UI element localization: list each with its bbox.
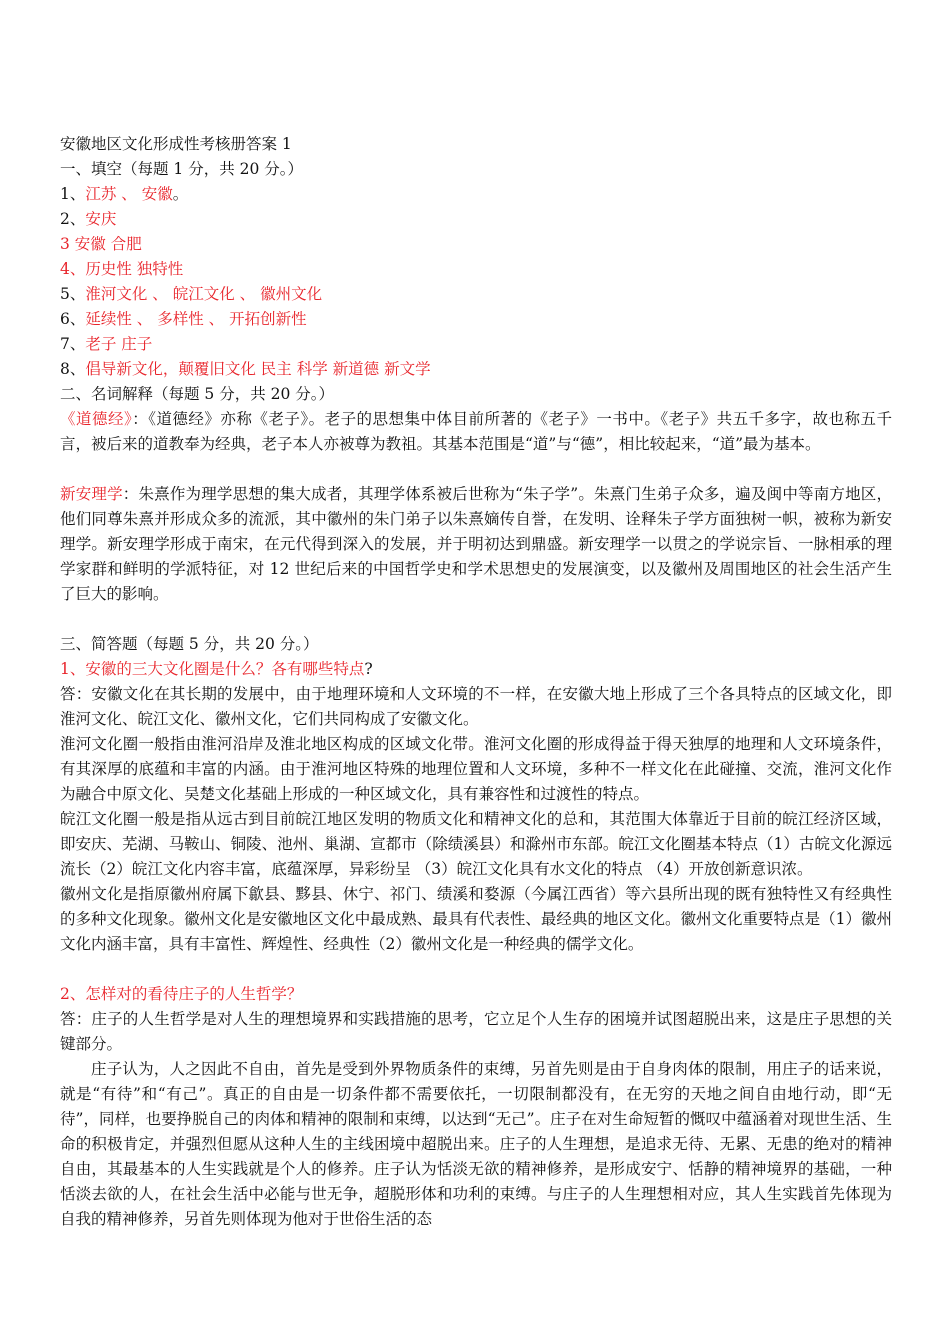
fill-answer-6: 6、延续性 、 多样性 、 开拓创新性 [60, 310, 307, 328]
answer-text: 历史性 独特性 [85, 260, 184, 278]
answer-text: 老子 庄子 [85, 335, 153, 353]
fill-answer-8: 8、倡导新文化，颠覆旧文化 民主 科学 新道德 新文学 [60, 360, 431, 378]
term-name: 新安理学 [60, 485, 123, 503]
fill-answer-4: 4、历史性 独特性 [60, 260, 184, 278]
term-daodejing: 《道德经》：《道德经》亦称《老子》。老子的思想集中体目前所著的《老子》一书中。《老子》共五千多字，故也称五千言，被后来的道教奉为经典，老子本人亦被尊为教祖。其基本范围是“道”与“德”，相比较起来，“道”最为基本。 [60, 410, 892, 453]
question-text: 安徽的三大文化圈是什么？各有哪些特点 [85, 660, 365, 678]
section2-heading: 二、名词解释（每题 5 分，共 20 分。） [60, 385, 335, 403]
answer-2-intro: 答：庄子的人生哲学是对人生的理想境界和实践措施的思考，它立足个人生存的困境并试图超脱出来，这是庄子思想的关键部分。 [60, 1010, 892, 1053]
answer-text: 延续性 、 多样性 、 开拓创新性 [85, 310, 307, 328]
question-1: 1、安徽的三大文化圈是什么？各有哪些特点? [60, 660, 373, 678]
answer-1-intro: 答：安徽文化在其长期的发展中，由于地理环境和人文环境的不一样，在安徽大地上形成了三个各具特点的区域文化，即淮河文化、皖江文化、徽州文化，它们共同构成了安徽文化。 [60, 685, 892, 728]
answer-text: 江苏 、 安徽 [85, 185, 173, 203]
fill-answer-3: 3 安徽 合肥 [60, 235, 142, 253]
term-xinan-lixue: 新安理学：朱熹作为理学思想的集大成者，其理学体系被后世称为“朱子学”。朱熹门生弟子众多，遍及闽中等南方地区，他们同尊朱熹并形成众多的流派，其中徽州的朱门弟子以朱熹嫡传自誉，在发明、诠释朱子学方面独树一帜，被称为新安理学。新安理学形成于南宋，在元代得到深入的发展，并于明初达到鼎盛。新安理学一以贯之的学说宗旨、一脉相承的理学家群和鲜明的学派特征，对 12 世纪后来的中国哲学史和学术思想史的发展演变，以及徽州及周围地区的社会生活产生了巨大的影响。 [60, 485, 892, 603]
answer-1-huizhou: 徽州文化是指原徽州府属下歙县、黟县、休宁、祁门、绩溪和婺源（今属江西省）等六县所出现的既有独特性又有经典性的多种文化现象。徽州文化是安徽地区文化中最成熟、最具有代表性、最经典的地区文化。徽州文化重要特点是（1）徽州文化内涵丰富，具有丰富性、辉煌性、经典性（2）徽州文化是一种经典的儒学文化。 [60, 885, 892, 953]
question-2: 2、怎样对的看待庄子的人生哲学？ [60, 985, 303, 1003]
answer-1-huaihe: 淮河文化圈一般指由淮河沿岸及淮北地区构成的区域文化带。淮河文化圈的形成得益于得天独厚的地理和人文环境条件，有其深厚的底蕴和丰富的内涵。由于淮河地区特殊的地理位置和人文环境，多种不一样文化在此碰撞、交流，淮河文化作为融合中原文化、吴楚文化基础上形成的一种区域文化，具有兼容性和过渡性的特点。 [60, 735, 892, 803]
answer-text: 淮河文化 、 皖江文化 、 徽州文化 [85, 285, 323, 303]
fill-answer-2: 2、安庆 [60, 210, 117, 228]
spacer [60, 457, 892, 482]
fill-answer-5: 5、淮河文化 、 皖江文化 、 徽州文化 [60, 285, 323, 303]
question-text: 怎样对的看待庄子的人生哲学？ [85, 985, 303, 1003]
answer-text: 安庆 [85, 210, 117, 228]
answer-text: 倡导新文化，颠覆旧文化 民主 科学 新道德 新文学 [85, 360, 431, 378]
answer-1-wanjiang: 皖江文化圈一般是指从远古到目前皖江地区发明的物质文化和精神文化的总和，其范围大体靠近于目前的皖江经济区域，即安庆、芜湖、马鞍山、铜陵、池州、巢湖、宣都市（除绩溪县）和滁州市东部。皖江文化圈基本特点（1）古皖文化源远流长（2）皖江文化内容丰富，底蕴深厚，异彩纷呈 （3）皖江文化具有水文化的特点 （4）开放创新意识浓。 [60, 810, 892, 878]
answer-text: 安徽 合肥 [74, 235, 142, 253]
section1-heading: 一、填空（每题 1 分，共 20 分。） [60, 160, 304, 178]
fill-answer-1: 1、江苏 、 安徽。 [60, 185, 189, 203]
fill-answer-7: 7、老子 庄子 [60, 335, 153, 353]
answer-2-body: 庄子认为，人之因此不自由，首先是受到外界物质条件的束缚，另首先则是由于自身肉体的限制，用庄子的话来说，就是“有待”和“有己”。真正的自由是一切条件都不需要依托，一切限制都没有，在无穷的天地之间自由地行动，即“无待”，同样，也要挣脱自己的肉体和精神的限制和束缚，以达到“无己”。庄子在对生命短暂的慨叹中蕴涵着对现世生活、生命的积极肯定，并强烈但愿从这种人生的主线困境中超脱出来。庄子的人生理想，是追求无待、无累、无患的绝对的精神自由，其最基本的人生实践就是个人的修养。庄子认为恬淡无欲的精神修养，是形成安宁、恬静的精神境界的基础，一种恬淡去欲的人，在社会生活中必能与世无争，超脱形体和功利的束缚。与庄子的人生理想相对应，其人生实践首先体现为自我的精神修养，另首先则体现为他对于世俗生活的态 [60, 1060, 892, 1228]
spacer [60, 957, 892, 982]
term-name: 《道德经》 [60, 410, 133, 428]
term-definition: 朱熹作为理学思想的集大成者，其理学体系被后世称为“朱子学”。朱熹门生弟子众多，遍及闽中等南方地区，他们同尊朱熹并形成众多的流派，其中徽州的朱门弟子以朱熹嫡传自誉，在发明、诠释朱子学方面独树一帜，被称为新安理学。新安理学形成于南宋，在元代得到深入的发展，并于明初达到鼎盛。新安理学一以贯之的学说宗旨、一脉相承的理学家群和鲜明的学派特征，对 12 世纪后来的中国哲学史和学术思想史的发展演变，以及徽州及周围地区的社会生活产生了巨大的影响。 [60, 485, 892, 603]
section3-heading: 三、简答题（每题 5 分，共 20 分。） [60, 635, 319, 653]
spacer [60, 607, 892, 632]
document-title: 安徽地区文化形成性考核册答案 1 [60, 135, 292, 153]
term-definition: 《道德经》亦称《老子》。老子的思想集中体目前所著的《老子》一书中。《老子》共五千多字，故也称五千言，被后来的道教奉为经典，老子本人亦被尊为教祖。其基本范围是“道”与“德”，相比较起来，“道”最为基本。 [60, 410, 892, 453]
